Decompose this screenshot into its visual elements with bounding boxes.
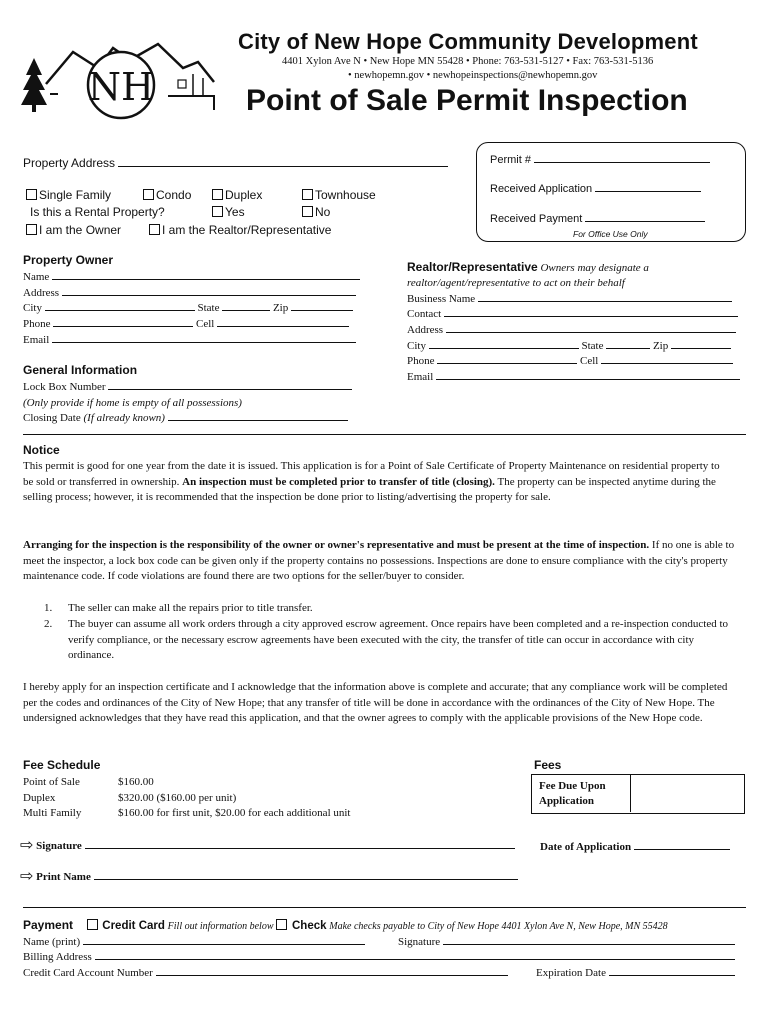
list-number-2: 2. [44,618,53,630]
realtor-email-field[interactable] [436,370,740,380]
condo-checkbox[interactable] [143,189,154,200]
org-name: City of New Hope Community Development [238,29,698,54]
townhouse-label: Townhouse [315,188,376,202]
owner-state-field[interactable] [222,301,270,311]
owner-city-label: City [23,302,42,314]
realtor-zip-label: Zip [652,340,669,352]
fee-due-label: Fee Due Upon Application [539,780,606,807]
property-owner-heading: Property Owner [23,253,114,267]
date-of-application-label: Date of Application [540,841,632,853]
rental-no-label: No [315,205,331,219]
notice-p1-bold: An inspection must be completed prior to transfer of title (closing). [182,475,495,488]
cc-number-label: Credit Card Account Number [23,967,153,979]
expiration-date-label: Expiration Date [536,967,606,979]
lockbox-field[interactable] [108,380,352,390]
cc-number-field[interactable] [156,966,508,976]
realtor-heading: Realtor/Representative [407,260,538,274]
realtor-option-label: I am the Realtor/Representative [162,223,332,237]
owner-state-label: State [197,302,220,314]
closing-date-field[interactable] [168,411,348,421]
rental-no-checkbox[interactable] [302,206,313,217]
realtor-cell-field[interactable] [601,354,733,364]
owner-address-field[interactable] [62,286,356,296]
billing-address-label: Billing Address [23,951,92,963]
owner-option-label: I am the Owner [39,223,122,237]
fee-row-amount: $160.00 [118,776,154,788]
single-family-checkbox[interactable] [26,189,37,200]
property-address-row [23,156,448,170]
credit-card-checkbox[interactable] [87,919,98,930]
permit-field[interactable] [534,153,710,163]
general-info-heading: General Information [23,363,138,377]
owner-name-field[interactable] [52,270,360,280]
property-address-field[interactable] [118,157,448,167]
owner-cell-label: Cell [196,318,215,330]
expiration-date-field[interactable] [609,966,735,976]
signature-field[interactable] [85,839,515,849]
realtor-state-field[interactable] [606,339,650,349]
realtor-contact-field[interactable] [444,307,738,317]
permit-label: Permit # [490,154,531,166]
fees-heading: Fees [534,758,562,772]
city-logo [18,30,218,120]
realtor-note-2: realtor/agent/representative to act on their behalf [407,277,625,289]
duplex-label: Duplex [225,188,263,202]
lockbox-note: (Only provide if home is empty of all possessions) [23,397,242,409]
arrow-icon: ⇨ [20,835,34,854]
owner-email-label: Email [23,334,50,346]
realtor-email-label: Email [407,371,434,383]
realtor-address-label: Address [407,324,444,336]
check-note: Make checks payable to City of New Hope 4401 Xylon Ave N, New Hope, MN 55428 [329,921,668,932]
fee-row-type: Multi Family [23,807,82,819]
closing-date-label: Closing Date [23,412,81,424]
page-title: Point of Sale Permit Inspection [246,84,688,117]
fee-row-amount: $160.00 for first unit, $20.00 for each additional unit [118,807,351,819]
payment-signature-label: Signature [398,936,441,948]
owner-checkbox[interactable] [26,224,37,235]
notice-paragraph-2 [23,538,745,585]
realtor-business-field[interactable] [478,292,732,302]
notice-p1-text-2: The property can be inspected anytime during the selling process; however, it is recommended that the inspection be done prior to listing/advertising the property for sale. [23,475,716,503]
print-name-field[interactable] [94,870,518,880]
divider [23,434,746,435]
notice-p2-text: If no one is able to meet the inspector, a lock box code can be given only if the property contains no possessions. Inspections are done to ensure compliance with the city's property maintenance code. If code violations are found there are two options for the seller/buyer to consider. [23,539,735,582]
realtor-city-field[interactable] [429,339,579,349]
payment-heading: Payment [23,918,74,932]
billing-address-field[interactable] [95,950,735,960]
notice-paragraph-1 [23,459,723,506]
rental-yes-label: Yes [225,205,245,219]
fee-schedule-heading: Fee Schedule [23,758,101,772]
realtor-contact-label: Contact [407,308,442,320]
owner-address-label: Address [23,287,60,299]
org-web: • newhopemn.gov • newhopeinspections@newhopemn.gov [348,70,598,81]
payment-name-field[interactable] [83,935,365,945]
property-address-label: Property Address [23,156,116,170]
closing-date-note: (If already known) [83,412,165,424]
list-number-1: 1. [44,602,53,614]
date-of-application-field[interactable] [634,840,730,850]
org-address: 4401 Xylon Ave N • New Hope MN 55428 • Phone: 763-531-5127 • Fax: 763-531-5136 [282,56,654,67]
fee-row-type: Point of Sale [23,776,80,788]
owner-zip-field[interactable] [291,301,353,311]
office-use-note: For Office Use Only [573,229,648,239]
realtor-city-label: City [407,340,426,352]
rental-yes-checkbox[interactable] [212,206,223,217]
arrow-icon: ⇨ [20,866,34,885]
fee-row-amount: $320.00 ($160.00 per unit) [118,792,237,804]
property-type-row [26,188,111,202]
svg-text:NH: NH [87,65,155,109]
realtor-phone-label: Phone [407,355,435,367]
check-label: Check [292,920,327,932]
credit-card-label: Credit Card [102,920,165,932]
owner-email-field[interactable] [52,333,356,343]
townhouse-checkbox[interactable] [302,189,313,200]
owner-cell-field[interactable] [217,317,349,327]
realtor-state-label: State [581,340,604,352]
fee-row-type: Duplex [23,792,56,804]
condo-label: Condo [156,188,192,202]
fee-box-divider [630,775,631,812]
check-checkbox[interactable] [276,919,287,930]
fee-amount-field[interactable] [632,775,742,812]
payment-signature-field[interactable] [443,935,735,945]
rental-question: Is this a Rental Property? [30,205,165,219]
notice-paragraph-3: I hereby apply for an inspection certificate and I acknowledge that the information above is complete and accurate; that any compliance work will be completed per the codes and ordinances of the City of New Hope; that any transfer of title will be done in accordance with the ordinances of the City of New Hope. The undersigned acknowledges that they have read this application, and that the owner agrees to comply with the applicable provisions of the New Hope code. [23,681,728,724]
notice-p1-text: This permit is good for one year from the date it is issued. This application is for a Point of Sale Certificate of Property Maintenance on residential property to be sold or transferred in ownership. [23,460,720,488]
fee-due-box [531,774,745,814]
owner-zip-label: Zip [272,302,289,314]
notice-item-2: The buyer can assume all work orders through a city approved escrow agreement. Once repairs have been completed and a re-inspection conducted to verify compliance, or the necessary escrow agreements have been executed with the city, the transfer of title can occur in accordance with city ordinance. [68,618,729,661]
single-family-label: Single Family [39,188,112,202]
received-payment-label: Received Payment [490,213,583,225]
print-name-label: Print Name [36,871,91,883]
duplex-checkbox[interactable] [212,189,223,200]
realtor-checkbox[interactable] [149,224,160,235]
realtor-zip-field[interactable] [671,339,731,349]
realtor-cell-label: Cell [580,355,599,367]
realtor-phone-field[interactable] [437,354,577,364]
notice-heading: Notice [23,443,60,457]
owner-city-field[interactable] [45,301,195,311]
lockbox-label: Lock Box Number [23,381,106,393]
owner-name-label: Name [23,271,50,283]
realtor-business-label: Business Name [407,293,476,305]
signature-label: Signature [36,840,82,852]
received-application-label: Received Application [490,183,593,195]
received-application-field[interactable] [595,182,701,192]
divider [23,907,746,908]
realtor-note-1: Owners may designate a [540,262,649,274]
notice-p2-bold: Arranging for the inspection is the responsibility of the owner or owner's representative and must be present at the time of inspection. [23,539,650,551]
notice-item-1: The seller can make all the repairs prior to title transfer. [68,602,313,614]
payment-name-label: Name (print) [23,936,81,948]
owner-phone-field[interactable] [53,317,193,327]
realtor-address-field[interactable] [446,323,736,333]
credit-card-note: Fill out information below [167,921,274,932]
owner-phone-label: Phone [23,318,51,330]
received-payment-field[interactable] [585,212,705,222]
